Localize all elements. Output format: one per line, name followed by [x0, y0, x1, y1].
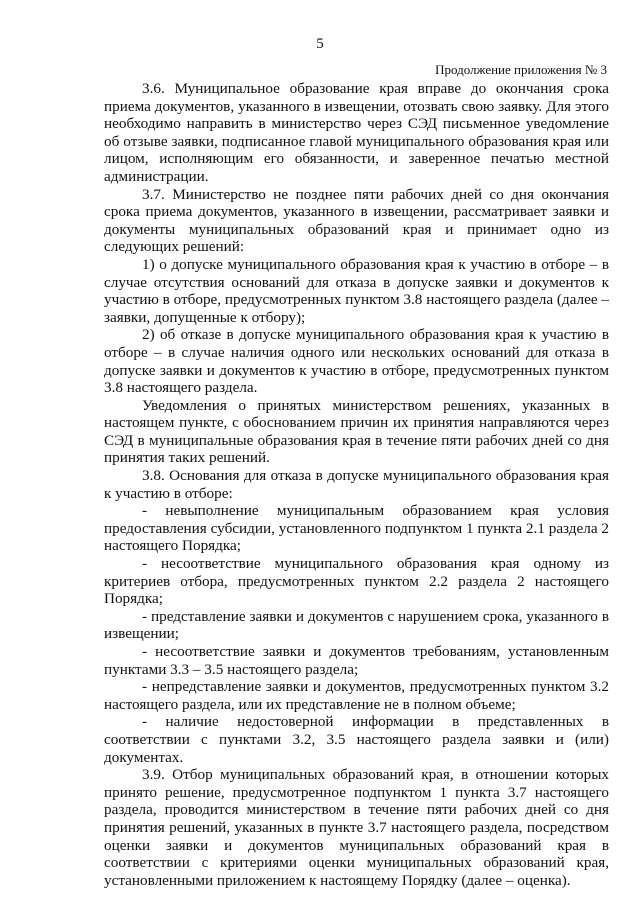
paragraph-3-6: 3.6. Муниципальное образование края вправе до окончания срока приема документов, указанного в извещении, отозвать свою заявку. Для этого необходимо направить в министерство через СЭД письменное уведомление об отзыве заявки, подписанное главой муниципального образования края или лицом, исполняющим его обязанности, и заверенное печатью местной администрации. — [104, 80, 609, 185]
paragraph-3-8-bullet-4: - несоответствие заявки и документов требованиям, установленным пунктами 3.3 – 3.5 настоящего раздела; — [104, 643, 609, 678]
paragraph-3-8-bullet-1: - невыполнение муниципальным образованием края условия предоставления субсидии, установленного подпунктом 1 пункта 2.1 раздела 2 настоящего Порядка; — [104, 502, 609, 555]
paragraph-3-8: 3.8. Основания для отказа в допуске муниципального образования края к участию в отборе: — [104, 467, 609, 502]
paragraph-3-8-bullet-6: - наличие недостоверной информации в представленных в соответствии с пунктами 3.2, 3.5 настоящего раздела заявки и (или) документах. — [104, 713, 609, 766]
document-body — [104, 80, 609, 889]
appendix-continuation-label: Продолжение приложения № 3 — [435, 62, 607, 77]
paragraph-3-7-item-1: 1) о допуске муниципального образования края к участию в отборе – в случае отсутствия оснований для отказа в допуске заявки и документов к участию в отборе, предусмотренных пунктом 3.8 настоящего раздела (далее – заявки, допущенные к отбору); — [104, 255, 609, 326]
paragraph-3-9: 3.9. Отбор муниципальных образований края, в отношении которых принято решение, предусмотренное подпунктом 1 пункта 3.7 настоящего раздела, проводится министерством в течение пяти рабочих дней со дня принятия решений, указанных в пункте 3.7 настоящего раздела, посредством оценки заявки и документов муниципальных образований края в соответствии с критериями оценки муниципальных образований края, установленными приложением к настоящему Порядку (далее – оценка). — [104, 766, 609, 889]
page-number: 5 — [316, 36, 324, 52]
paragraph-3-8-bullet-2: - несоответствие муниципального образования края одному из критериев отбора, предусмотренных пунктом 2.2 раздела 2 настоящего Порядка; — [104, 555, 609, 608]
paragraph-3-8-bullet-3: - представление заявки и документов с нарушением срока, указанного в извещении; — [104, 607, 609, 643]
paragraph-3-7-item-2: 2) об отказе в допуске муниципального образования края к участию в отборе – в случае наличия одного или нескольких оснований для отказа в допуске заявки и документов к участию в отборе, предусмотренных пунктом 3.8 настоящего раздела. — [104, 326, 609, 397]
paragraph-3-8-bullet-5: - непредставление заявки и документов, предусмотренных пунктом 3.2 настоящего раздела, или их представление не в полном объеме; — [104, 678, 609, 713]
paragraph-3-7: 3.7. Министерство не позднее пяти рабочих дней со дня окончания срока приема документов, указанного в извещении, рассматривает заявки и документы муниципальных образований края и принимает одно из следующих решений: — [104, 185, 609, 256]
paragraph-notifications: Уведомления о принятых министерством решениях, указанных в настоящем пункте, с обоснованием причин их принятия направляются через СЭД в муниципальные образования края в течение пяти рабочих дней со дня принятия таких решений. — [104, 396, 609, 467]
